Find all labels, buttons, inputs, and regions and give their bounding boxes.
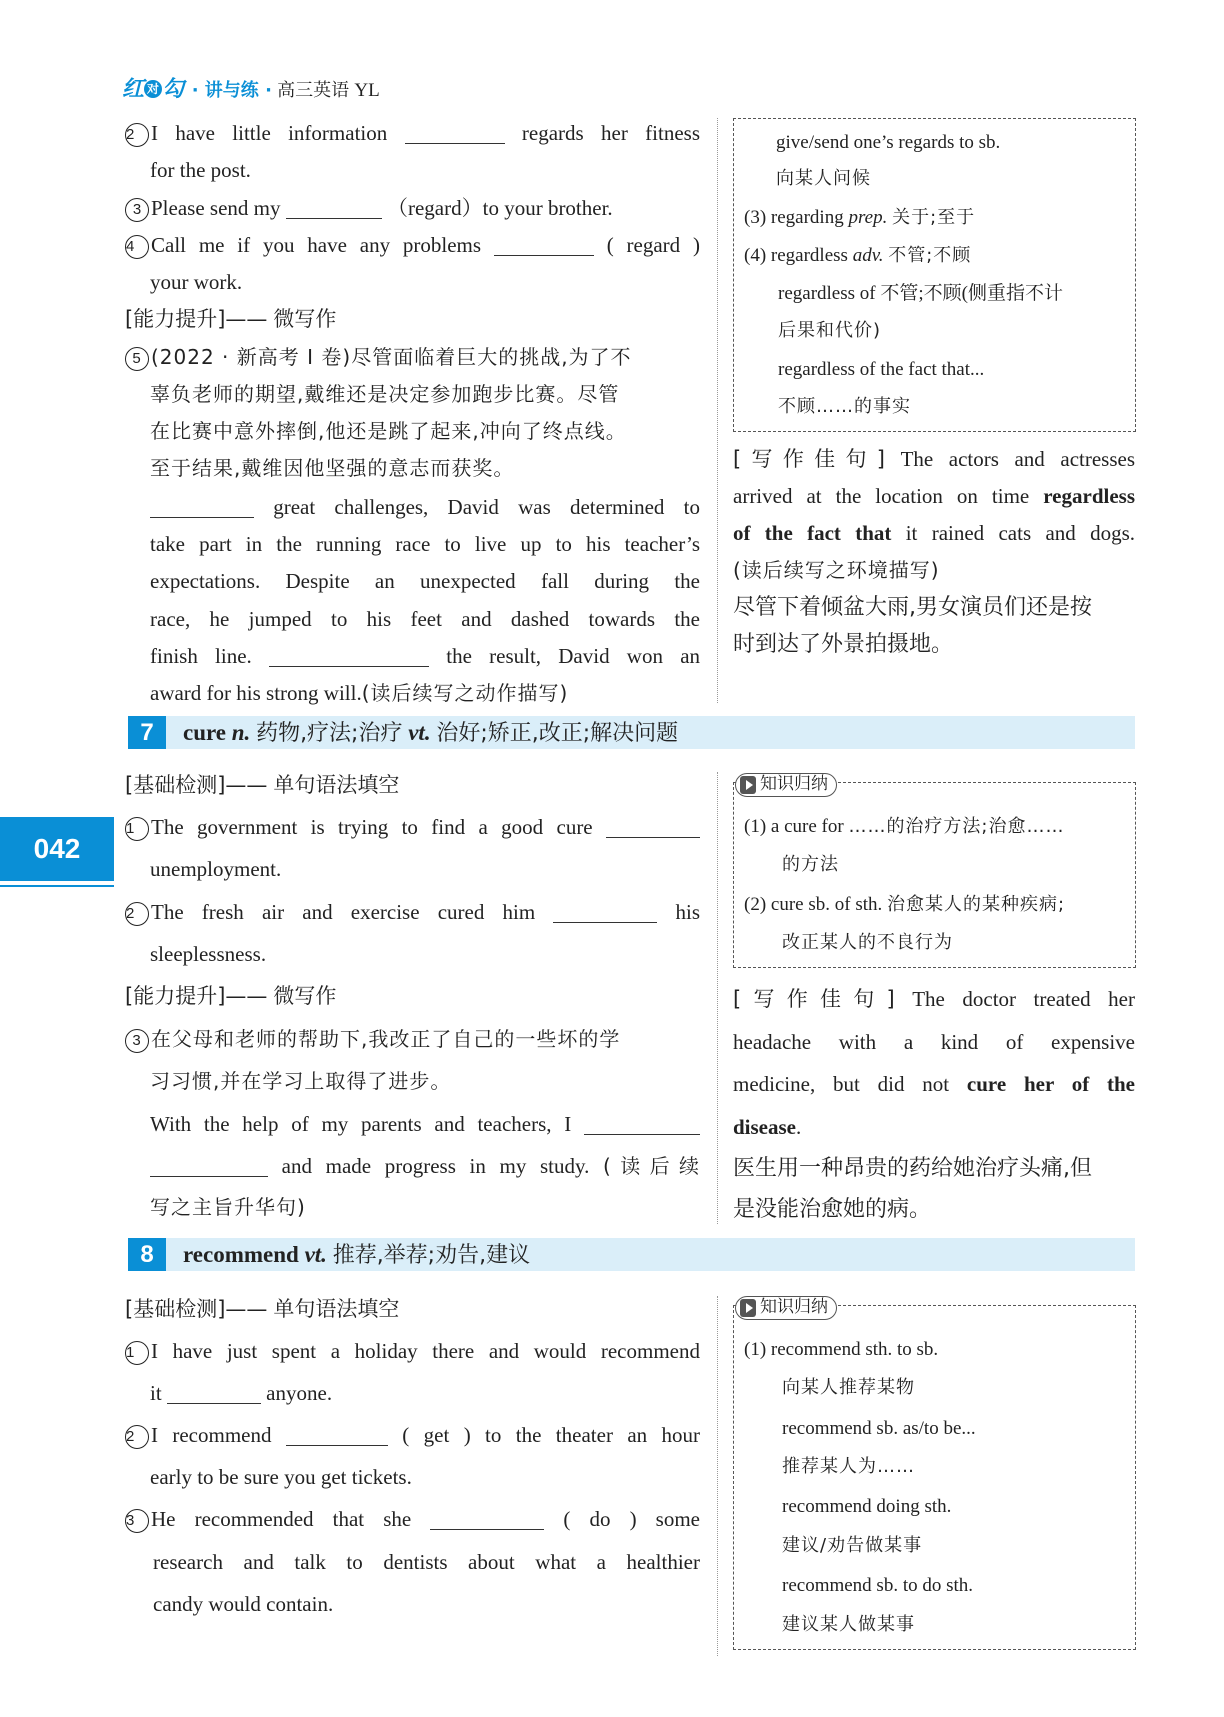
brand-logo: 红 对 勾 [122, 77, 185, 102]
box-line: (3) regarding prep. 关于;至于 [744, 207, 976, 228]
question-5-en-6: award for his strong will.(读后续写之动作描写) [150, 681, 569, 705]
writing-label: [写作佳句] [733, 987, 895, 1011]
writing-sentence-3: of the fact that it rained cats and dogs. [733, 521, 1135, 545]
page-number-underline [0, 885, 114, 887]
column-divider [717, 1296, 718, 1656]
page-number: 042 [33, 833, 81, 864]
writing-sentence-2: arrived at the location on time regardless [733, 484, 1135, 508]
writing-translation-1: 尽管下着倾盆大雨,男女演员们还是按 [733, 595, 1092, 620]
section-7-title: cure n. 药物,疗法;治疗 vt. 治好;矫正,改正;解决问题 [183, 720, 679, 746]
question-3: 3 Please send my （regard）to your brother. [125, 189, 613, 227]
box-line: 不顾……的事实 [778, 396, 911, 417]
play-icon [740, 1299, 756, 1317]
writing-translation-2: 时到达了外景拍摄地。 [733, 632, 954, 657]
writing-sentence-1: [写作佳句] The actors and actresses [733, 447, 1136, 471]
s7-question-3-en-2: and made progress in my study. (读后续 [150, 1147, 700, 1185]
box-line: recommend doing sth. [782, 1496, 952, 1517]
s8-question-3-cont: research and talk to dentists about what a healthier [153, 1550, 700, 1574]
box-line: 推荐某人为…… [782, 1456, 915, 1477]
answer-blank[interactable] [150, 493, 254, 518]
knowledge-tag: 知识归纳 [735, 1296, 837, 1320]
box-line: (2) cure sb. of sth. 治愈某人的某种疾病; [744, 894, 1066, 915]
answer-blank[interactable] [553, 898, 657, 923]
box-line: (1) recommend sth. to sb. [744, 1339, 939, 1360]
column-divider [717, 118, 718, 703]
writing-label: [写作佳句] [733, 447, 885, 471]
question-2: 2 I have little information regards her fitness [126, 121, 700, 145]
column-divider [717, 772, 718, 1224]
section-7-number: 7 [128, 716, 166, 749]
answer-blank[interactable] [167, 1379, 261, 1404]
s7-writing-3: medicine, but did not cure her of the [733, 1072, 1135, 1096]
box-line: regardless of the fact that... [778, 359, 985, 380]
box-line: recommend sb. as/to be... [782, 1418, 976, 1439]
box-line: give/send one’s regards to sb. [776, 132, 1001, 153]
question-5-en-5: finish line. the result, David won an [150, 644, 701, 668]
box-line: 向某人推荐某物 [782, 1377, 915, 1398]
s7-writing-2: headache with a kind of expensive [733, 1030, 1135, 1054]
s7-question-2: 2 The fresh air and exercise cured him his [126, 900, 701, 924]
series-name: · 讲与练 · [191, 80, 272, 101]
ability-label: [能力提升]—— 微写作 [125, 984, 337, 1008]
question-4-cont: your work. [150, 270, 243, 294]
box-line: (4) regardless adv. 不管;不顾 [744, 245, 972, 266]
s7-writing-translation-1: 医生用一种昂贵的药给她治疗头痛,但 [733, 1156, 1092, 1181]
s7-question-2-cont: sleeplessness. [150, 942, 267, 966]
page-header [122, 72, 380, 102]
box-line: (1) a cure for ……的治疗方法;治愈…… [744, 816, 1065, 837]
answer-blank[interactable] [584, 1110, 700, 1135]
question-5-en-2: take part in the running race to live up to his teacher’s [150, 532, 700, 556]
answer-blank[interactable] [494, 231, 594, 256]
s7-writing-1: [写作佳句] The doctor treated her [733, 987, 1135, 1011]
box-line: 后果和代价) [778, 320, 882, 341]
answer-blank[interactable] [405, 119, 505, 144]
answer-blank[interactable] [286, 1421, 388, 1446]
question-5-cn-2: 辜负老师的期望,戴维还是决定参加跑步比赛。尽管 [150, 382, 620, 406]
ability-label: [能力提升]—— 微写作 [125, 307, 337, 331]
question-2-cont: for the post. [150, 158, 251, 182]
writing-note: (读后续写之环境描写) [733, 558, 940, 582]
s8-question-2-cont: early to be sure you get tickets. [150, 1465, 412, 1489]
question-4: 4 Call me if you have any problems ( regard ) [126, 233, 700, 257]
box-line: 改正某人的不良行为 [782, 932, 953, 953]
box-line: 的方法 [782, 854, 839, 875]
edition-code: YL [354, 80, 380, 101]
s8-question-3: 3 He recommended that she ( do ) some [126, 1507, 700, 1531]
question-5-en-1: great challenges, David was determined to [150, 488, 700, 526]
answer-blank[interactable] [150, 1152, 268, 1177]
s7-question-3-en-1: With the help of my parents and teachers, I [150, 1105, 700, 1143]
s8-question-2: 2 I recommend ( get ) to the theater an hour [126, 1423, 701, 1447]
box-line: 建议某人做某事 [782, 1614, 915, 1635]
section-8-number: 8 [128, 1238, 166, 1271]
box-line: 建议/劝告做某事 [782, 1535, 923, 1556]
s7-question-1-cont: unemployment. [150, 857, 282, 881]
s7-writing-4: disease. [733, 1115, 802, 1139]
answer-blank[interactable] [430, 1505, 544, 1530]
knowledge-tag: 知识归纳 [735, 773, 837, 797]
s7-question-3-en-3: 写之主旨升华句) [150, 1195, 306, 1219]
s8-question-1-cont: it anyone. [150, 1381, 333, 1405]
s7-question-3-cn-1: 3 在父母和老师的帮助下,我改正了自己的一些坏的学 [125, 1020, 620, 1058]
question-5-en-4: race, he jumped to his feet and dashed towards the [150, 607, 700, 631]
box-line: regardless of 不管;不顾(侧重指不计 [778, 283, 1063, 304]
s8-question-1: 1 I have just spent a holiday there and would recommend [126, 1339, 700, 1363]
box-line: recommend sb. to do sth. [782, 1575, 974, 1596]
question-5-cn-1: 5 (2022 · 新高考 Ⅰ 卷)尽管面临着巨大的挑战,为了不 [125, 338, 632, 376]
s7-question-3-cn-2: 习习惯,并在学习上取得了进步。 [150, 1069, 452, 1093]
play-icon [740, 776, 756, 794]
question-5-en-3: expectations. Despite an unexpected fall during the [150, 569, 700, 593]
question-5-cn-3: 在比赛中意外摔倒,他还是跳了起来,冲向了终点线。 [150, 419, 627, 443]
question-5-cn-4: 至于结果,戴维因他坚强的意志而获奖。 [150, 456, 515, 480]
basic-label: [基础检测]—— 单句语法填空 [125, 773, 400, 797]
answer-blank[interactable] [606, 813, 700, 838]
s8-question-3-cont2: candy would contain. [153, 1592, 334, 1616]
box-line: 向某人问候 [776, 168, 871, 189]
s7-question-1: 1 The government is trying to find a good cure [125, 808, 700, 846]
answer-blank[interactable] [286, 194, 382, 219]
answer-blank[interactable] [269, 642, 429, 667]
section-8-title: recommend vt. 推荐,举荐;劝告,建议 [183, 1242, 531, 1268]
basic-label: [基础检测]—— 单句语法填空 [125, 1297, 400, 1321]
s7-writing-translation-2: 是没能治愈她的病。 [733, 1197, 932, 1222]
subject-name: 高三英语 [277, 80, 350, 101]
